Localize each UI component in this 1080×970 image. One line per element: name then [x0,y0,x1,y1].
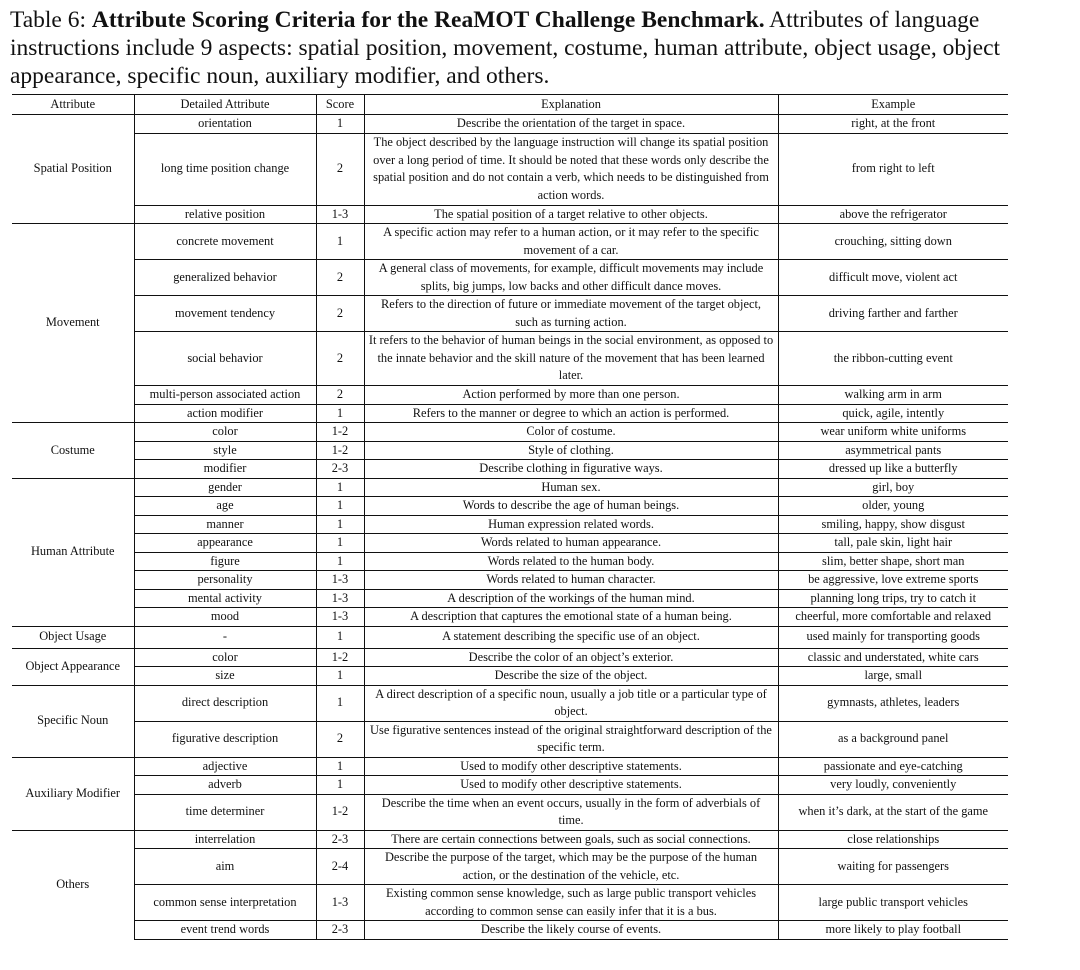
score-cell: 1-2 [316,441,364,460]
example-cell: slim, better shape, short man [778,552,1008,571]
explanation-cell: Words to describe the age of human beings. [364,497,778,516]
table-row [12,552,1008,571]
score-cell: 2 [316,721,364,757]
example-cell: dressed up like a butterfly [778,460,1008,479]
score-cell: 1 [316,685,364,721]
example-cell: large public transport vehicles [778,885,1008,921]
score-cell: 1 [316,757,364,776]
attribute-scoring-table [12,94,1008,940]
score-cell: 1 [316,515,364,534]
score-cell: 2 [316,296,364,332]
explanation-cell: Describe the time when an event occurs, usually in the form of adverbials of time. [364,794,778,830]
explanation-cell: Action performed by more than one person. [364,386,778,405]
explanation-cell: The object described by the language instruction will change its spatial position over a long period of time. It should be noted that these words only describe the spatial position and do not contain a verb, which needs to be distinguished from action words. [364,133,778,205]
table-row [12,460,1008,479]
table-row [12,667,1008,686]
score-cell: 1-2 [316,423,364,442]
explanation-cell: Style of clothing. [364,441,778,460]
explanation-cell: Human sex. [364,478,778,497]
score-cell: 1-2 [316,794,364,830]
detailed-attribute-cell: orientation [134,115,316,134]
explanation-cell: Describe clothing in figurative ways. [364,460,778,479]
explanation-cell: Used to modify other descriptive statements. [364,757,778,776]
detailed-attribute-cell: mental activity [134,589,316,608]
table-row [12,721,1008,757]
score-cell: 1-3 [316,205,364,224]
table-row [12,296,1008,332]
header-score: Score [316,95,364,115]
example-cell: right, at the front [851,116,936,130]
detailed-attribute-cell: figure [134,552,316,571]
example-cell: girl, boy [778,478,1008,497]
example-cell: cheerful, more comfortable and relaxed [778,608,1008,627]
table-row [12,626,1008,648]
detailed-attribute-cell: gender [134,478,316,497]
table-row [12,332,1008,386]
explanation-cell: Words related to human appearance. [364,534,778,553]
detailed-attribute-cell: movement tendency [134,296,316,332]
example-cell: from right to left [778,133,1008,205]
detailed-attribute-cell: adjective [134,757,316,776]
table-row [12,478,1008,497]
attribute-group-cell: Spatial Position [12,115,134,224]
explanation-cell: Existing common sense knowledge, such as large public transport vehicles according to common sense can easily infer that it is a bus. [364,885,778,921]
example-cell: used mainly for transporting goods [778,626,1008,648]
table-row [12,685,1008,721]
attribute-group-cell: Specific Noun [12,685,134,757]
table-row [12,571,1008,590]
detailed-attribute-cell: size [134,667,316,686]
score-cell: 2 [316,386,364,405]
example-cell: as a background panel [778,721,1008,757]
explanation-cell: Used to modify other descriptive statements. [364,776,778,795]
score-cell: 1 [316,626,364,648]
example-cell: smiling, happy, show disgust [778,515,1008,534]
explanation-cell: Color of costume. [364,423,778,442]
explanation-cell: Refers to the manner or degree to which an action is performed. [364,404,778,423]
table-row [12,830,1008,849]
table-row [12,648,1008,667]
detailed-attribute-cell: concrete movement [134,224,316,260]
detailed-attribute-cell: style [134,441,316,460]
table-row [12,115,1008,134]
detailed-attribute-cell: social behavior [134,332,316,386]
attribute-group-cell: Others [12,830,134,939]
table-row [12,534,1008,553]
table-row [12,404,1008,423]
explanation-cell: Refers to the direction of future or immediate movement of the target object, such as turning action. [364,296,778,332]
table-row [12,608,1008,627]
score-cell: 2-3 [316,460,364,479]
caption-text: Attributes of language instructions include 9 aspects: spatial position, movement, costume, human attribute, object usage, object appearance, specific noun, auxiliary modifier, and others. [10,7,1001,89]
example-cell: more likely to play football [778,921,1008,940]
score-cell: 1 [316,534,364,553]
score-cell: 2 [316,260,364,296]
table-row [12,589,1008,608]
detailed-attribute-cell: color [134,648,316,667]
table-body [12,115,1008,940]
example-cell: close relationships [778,830,1008,849]
score-cell: 2-3 [316,830,364,849]
caption-title: Attribute Scoring Criteria for the ReaMOT Challenge Benchmark. [91,7,765,33]
score-cell: 1 [316,478,364,497]
example-cell: driving farther and farther [778,296,1008,332]
table-row [12,921,1008,940]
detailed-attribute-cell: common sense interpretation [134,885,316,921]
example-cell: gymnasts, athletes, leaders [778,685,1008,721]
example-cell: passionate and eye-catching [778,757,1008,776]
score-cell: 1-2 [316,648,364,667]
explanation-cell: There are certain connections between goals, such as social connections. [364,830,778,849]
attribute-group-cell: Auxiliary Modifier [12,757,134,830]
table-row [12,776,1008,795]
detailed-attribute-cell: figurative description [134,721,316,757]
detailed-attribute-cell: manner [134,515,316,534]
score-cell: 2 [316,133,364,205]
example-cell: older, young [778,497,1008,516]
example-cell: be aggressive, love extreme sports [778,571,1008,590]
example-cell: crouching, sitting down [778,224,1008,260]
example-cell: classic and understated, white cars [778,648,1008,667]
detailed-attribute-cell: direct description [134,685,316,721]
example-cell: above the refrigerator [778,205,1008,224]
explanation-cell: It refers to the behavior of human beings in the social environment, as opposed to the innate behavior and the skill nature of the movement that has been learned later. [364,332,778,386]
detailed-attribute-cell: action modifier [134,404,316,423]
table-row [12,205,1008,224]
explanation-cell: Describe the color of an object’s exterior. [364,648,778,667]
table-row [12,260,1008,296]
example-cell: waiting for passengers [778,849,1008,885]
table-row [12,423,1008,442]
example-cell: walking arm in arm [778,386,1008,405]
header-attribute: Attribute [12,95,134,115]
explanation-cell: Use figurative sentences instead of the original straightforward description of the specific term. [364,721,778,757]
explanation-cell: A direct description of a specific noun, usually a job title or a particular type of object. [364,685,778,721]
score-cell: 2-4 [316,849,364,885]
attribute-group-cell: Object Appearance [12,648,134,685]
example-cell: difficult move, violent act [778,260,1008,296]
table-header-row [12,95,1008,115]
example-cell: wear uniform white uniforms [778,423,1008,442]
score-cell: 1 [316,667,364,686]
example-cell: large, small [778,667,1008,686]
score-cell: 1 [316,115,364,134]
detailed-attribute-cell: - [134,626,316,648]
detailed-attribute-cell: long time position change [134,133,316,205]
score-cell: 1-3 [316,571,364,590]
table-row [12,224,1008,260]
explanation-cell: A statement describing the specific use of an object. [364,626,778,648]
detailed-attribute-cell: event trend words [134,921,316,940]
attribute-group-cell: Costume [12,423,134,479]
detailed-attribute-cell: aim [134,849,316,885]
detailed-attribute-cell: age [134,497,316,516]
score-cell: 1 [316,776,364,795]
table-row [12,885,1008,921]
explanation-cell: The spatial position of a target relative to other objects. [364,205,778,224]
score-cell: 1-3 [316,885,364,921]
score-cell: 1 [316,497,364,516]
detailed-attribute-cell: appearance [134,534,316,553]
detailed-attribute-cell: adverb [134,776,316,795]
explanation-cell: Describe the likely course of events. [364,921,778,940]
table-row [12,441,1008,460]
header-explanation: Explanation [364,95,778,115]
detailed-attribute-cell: interrelation [134,830,316,849]
table-row [12,133,1008,205]
detailed-attribute-cell: color [134,423,316,442]
attribute-group-cell: Object Usage [12,626,134,648]
example-cell: tall, pale skin, light hair [778,534,1008,553]
explanation-cell: Describe the orientation of the target in space. [364,115,778,134]
example-cell: asymmetrical pants [778,441,1008,460]
explanation-cell: A description of the workings of the human mind. [364,589,778,608]
caption-label: Table 6: [10,7,92,33]
explanation-cell: A general class of movements, for example, difficult movements may include splits, big jumps, low backs and other difficult dance moves. [364,260,778,296]
explanation-cell: A specific action may refer to a human action, or it may refer to the specific movement of a car. [364,224,778,260]
score-cell: 2-3 [316,921,364,940]
detailed-attribute-cell: modifier [134,460,316,479]
example-cell: very loudly, conveniently [778,776,1008,795]
table-row [12,515,1008,534]
detailed-attribute-cell: mood [134,608,316,627]
detailed-attribute-cell: multi-person associated action [134,386,316,405]
header-example: Example [778,95,1008,115]
score-cell: 1-3 [316,608,364,627]
table-row [12,757,1008,776]
explanation-cell: A description that captures the emotional state of a human being. [364,608,778,627]
table-row [12,849,1008,885]
example-cell: when it’s dark, at the start of the game [778,794,1008,830]
score-cell: 2 [316,332,364,386]
attribute-group-cell: Movement [12,224,134,423]
explanation-cell: Describe the size of the object. [364,667,778,686]
header-detailed-attribute: Detailed Attribute [134,95,316,115]
detailed-attribute-cell: relative position [134,205,316,224]
example-cell: quick, agile, intently [778,404,1008,423]
detailed-attribute-cell: personality [134,571,316,590]
explanation-cell: Describe the purpose of the target, which may be the purpose of the human action, or the destination of the vehicle, etc. [364,849,778,885]
score-cell: 1-3 [316,589,364,608]
score-cell: 1 [316,552,364,571]
table-row [12,386,1008,405]
detailed-attribute-cell: time determiner [134,794,316,830]
attribute-scoring-table-wrapper [12,94,1008,940]
detailed-attribute-cell: generalized behavior [134,260,316,296]
table-row [12,794,1008,830]
attribute-group-cell: Human Attribute [12,478,134,626]
explanation-cell: Human expression related words. [364,515,778,534]
example-cell: the ribbon-cutting event [778,332,1008,386]
explanation-cell: Words related to the human body. [364,552,778,571]
explanation-cell: Words related to human character. [364,571,778,590]
table-caption [10,6,1020,90]
score-cell: 1 [316,224,364,260]
score-cell: 1 [316,404,364,423]
table-row [12,497,1008,516]
example-cell: planning long trips, try to catch it [778,589,1008,608]
